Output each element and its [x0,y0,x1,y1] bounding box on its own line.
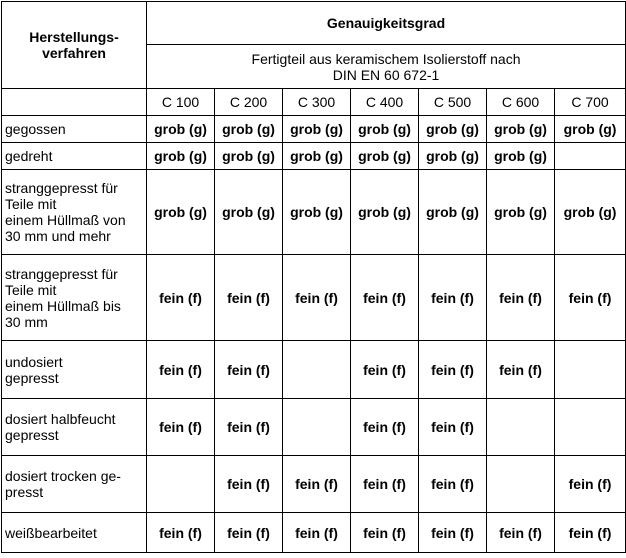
process-line: gepresst [5,427,59,443]
process-cell [2,399,147,456]
process-line: Teile mit [5,196,57,212]
table-row [2,341,626,399]
table-row [2,513,626,553]
grade-cell: fein (f) [351,399,419,456]
process-line: einem Hüllmaß bis [5,297,121,314]
class-header-cell: C 300 [283,89,351,116]
grade-cell: grob (g) [555,170,626,255]
grade-cell: grob (g) [351,116,419,143]
grade-cell: fein (f) [283,255,351,341]
process-line: presst [5,484,44,500]
subtitle-line1: Fertigteil aus keramischem Isolierstoff nach [251,50,521,67]
grade-cell: grob (g) [419,143,487,170]
process-column-header [2,2,147,89]
process-line: Teile mit [5,281,57,298]
process-line: einem Hüllmaß von [5,212,126,228]
grade-cell [283,341,351,399]
grade-cell: grob (g) [215,170,283,255]
grade-cell: fein (f) [283,513,351,553]
table-row [2,255,626,341]
class-header-cell: C 600 [487,89,555,116]
grade-cell: grob (g) [351,170,419,255]
grade-cell: grob (g) [283,143,351,170]
empty-corner-cell [2,89,147,116]
grade-cell: fein (f) [419,513,487,553]
grade-cell: grob (g) [487,143,555,170]
grade-cell: fein (f) [487,513,555,553]
grade-cell: fein (f) [351,456,419,513]
class-header-row [2,89,626,116]
header-row [2,2,626,45]
grade-cell: fein (f) [555,255,626,341]
process-cell [2,456,147,513]
process-cell [2,170,147,255]
process-cell [2,116,147,143]
grade-cell: grob (g) [555,116,626,143]
grade-cell [147,456,215,513]
process-cell [2,513,147,553]
grade-cell: fein (f) [419,456,487,513]
grade-cell: fein (f) [147,399,215,456]
table-row [2,399,626,456]
grade-cell: grob (g) [351,143,419,170]
process-line: gedreht [5,148,53,164]
grade-cell [283,399,351,456]
process-line: dosiert trocken ge- [5,468,121,484]
process-line: gepresst [5,369,59,386]
table-row [2,116,626,143]
class-header-cell: C 400 [351,89,419,116]
grade-cell [487,456,555,513]
class-header-cell: C 100 [147,89,215,116]
grade-cell: fein (f) [283,456,351,513]
accuracy-title: Genauigkeitsgrad [147,2,626,45]
grade-cell: grob (g) [147,116,215,143]
process-line: undosiert [5,353,63,370]
process-line: gegossen [5,121,66,137]
grade-cell: grob (g) [147,143,215,170]
table-row [2,143,626,170]
grade-cell [555,399,626,456]
grade-cell: fein (f) [351,341,419,399]
material-subtitle [147,45,626,89]
grade-cell: grob (g) [283,116,351,143]
grade-cell: fein (f) [351,255,419,341]
grade-cell [555,143,626,170]
grade-cell: fein (f) [487,341,555,399]
grade-cell: grob (g) [487,170,555,255]
subtitle-line2: DIN EN 60 672-1 [332,66,440,83]
class-header-cell: C 200 [215,89,283,116]
table-row [2,170,626,255]
grade-cell: fein (f) [215,399,283,456]
accuracy-table [1,1,626,553]
grade-cell: fein (f) [215,255,283,341]
grade-cell: fein (f) [215,456,283,513]
process-line: weißbearbeitet [5,524,97,541]
process-line: 30 mm und mehr [5,228,111,244]
process-cell [2,143,147,170]
grade-cell: fein (f) [419,399,487,456]
process-line: stranggepresst für [5,265,118,282]
table-row [2,456,626,513]
grade-cell: fein (f) [419,341,487,399]
process-header-line2: verfahren [42,45,106,61]
grade-cell: fein (f) [215,341,283,399]
process-line: stranggepresst für [5,180,118,196]
grade-cell: grob (g) [215,143,283,170]
process-header-line1: Herstellungs- [29,29,119,45]
class-header-cell: C 500 [419,89,487,116]
process-line: dosiert halbfeucht [5,411,116,427]
grade-cell: fein (f) [555,456,626,513]
grade-cell: fein (f) [419,255,487,341]
process-cell [2,255,147,341]
grade-cell: fein (f) [147,341,215,399]
grade-cell: fein (f) [147,255,215,341]
grade-cell: grob (g) [419,116,487,143]
grade-cell: grob (g) [487,116,555,143]
grade-cell: grob (g) [147,170,215,255]
grade-cell [487,399,555,456]
grade-cell: grob (g) [215,116,283,143]
grade-cell: fein (f) [215,513,283,553]
grade-cell: fein (f) [555,513,626,553]
grade-cell: fein (f) [487,255,555,341]
grade-cell: grob (g) [419,170,487,255]
process-cell [2,341,147,399]
process-line: 30 mm [5,313,48,330]
grade-cell [555,341,626,399]
grade-cell: grob (g) [283,170,351,255]
grade-cell: fein (f) [351,513,419,553]
grade-cell: fein (f) [147,513,215,553]
class-header-cell: C 700 [555,89,626,116]
